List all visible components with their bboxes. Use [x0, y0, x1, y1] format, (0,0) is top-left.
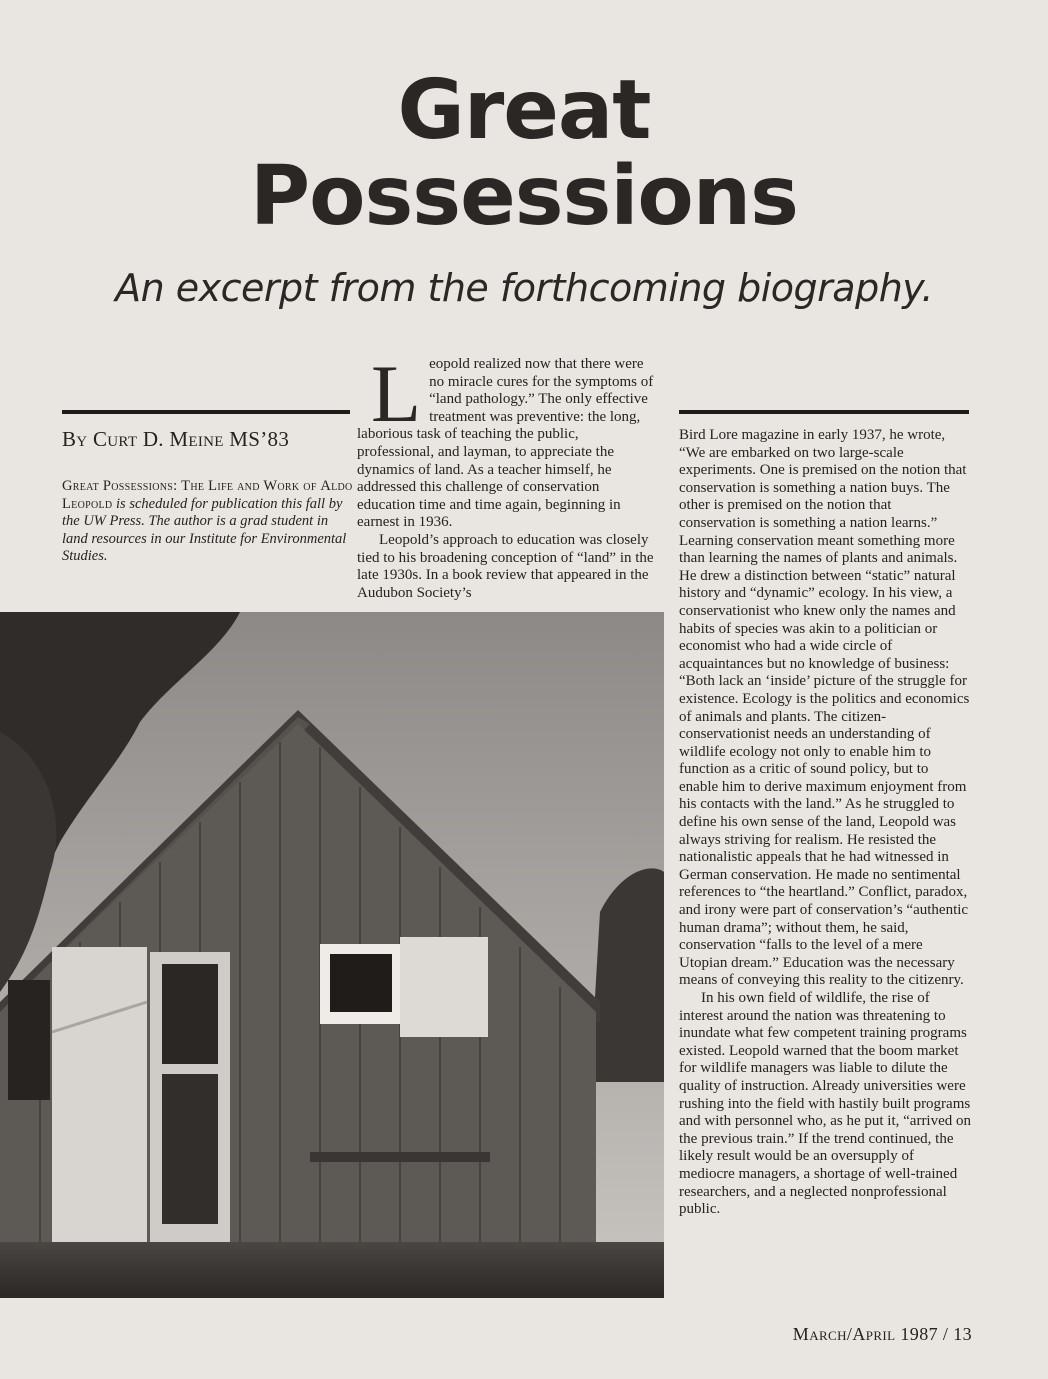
barn-photograph — [0, 612, 664, 1298]
article-column-3 — [679, 427, 971, 1219]
paragraph-1-text: eopold realized now that there were no miracle cures for the symptoms of “land pathology.” The only effective treatment was preventive: the long, laborious task of teaching the public, professional, and layman, to appreciate the dynamics of land. As a teacher himself, he addressed this challenge of conservation education time and time again, beginning in earnest in 1936. — [357, 356, 654, 531]
byline: By Curt D. Meine MS’83 — [62, 427, 290, 451]
left-divider-rule — [62, 410, 350, 414]
drop-cap: L — [371, 348, 422, 439]
paragraph-2-continued: Bird Lore magazine in early 1937, he wrote, “We are embarked on two large-scale experiments. One is premised on the notion that conservation is something a nation buys. The other is premised on the notion that conservation is something a nation learns.” Learning conservation meant something more than learning the names of plants and animals. He drew a distinction between “static” natural history and “dynamic” ecology. In his view, a conservationist who knew only the names and habits of species was akin to a politician or economist who had a wide circle of acquaintances but no knowledge of business: “Both lack an ‘inside’ picture of the struggle for existence. Ecology is the politics and economics of animals and plants. The citizen-conservationist needs an understanding of wildlife ecology not only to enable him to function as a critic of sound policy, but to enable him to derive maximum enjoyment from his contacts with the land.” As he struggled to define his own sense of the land, Leopold was always striving for realism. He resisted the nationalistic appeals that he had witnessed in German conservation. He made no sentimental references to “the heartland.” Conflict, paradox, and irony were part of conservation’s “authentic human drama”; without them, he said, conservation “falls to the level of a mere Utopian dream.” Education was the necessary means of conveying this reality to the citizenry. — [679, 427, 970, 989]
page-footer: March/April 1987 / 13 — [792, 1324, 972, 1344]
author-note-text: is scheduled for publication this fall by the UW Press. The author is a grad student in land resources in our Institute for Environmental Studies. — [62, 495, 347, 564]
author-note — [62, 478, 354, 566]
right-divider-rule — [679, 410, 969, 414]
article-subtitle: An excerpt from the forthcoming biography. — [115, 266, 933, 310]
title-line-1: Great — [397, 63, 651, 158]
article-title — [0, 63, 1048, 244]
book-title-line-2: Aldo Leopold — [62, 478, 353, 512]
article-column-2 — [357, 348, 659, 602]
title-line-2: Possessions — [250, 149, 798, 244]
paragraph-2-start: Leopold’s approach to education was closely tied to his broadening conception of “land” in the late 1930s. In a book review that appeared in the Audubon Society’s — [357, 531, 654, 601]
paragraph-3: In his own field of wildlife, the rise of interest around the nation was threatening to inundate what few competent training programs existed. Leopold warned that the boom market for wildlife managers was liable to dilute the quality of instruction. Already universities were rushing into the field with hastily built programs and with personnel who, as he put it, “arrived on the previous train.” If the trend continued, the likely result would be an oversupply of mediocre managers, a shortage of well-trained researchers, and a neglected nonprofessional public. — [679, 990, 972, 1218]
barn-photo-illustration — [0, 612, 664, 1298]
paragraph-1 — [357, 348, 659, 532]
book-title-line-1: Great Possessions: The Life and Work of — [62, 478, 317, 494]
